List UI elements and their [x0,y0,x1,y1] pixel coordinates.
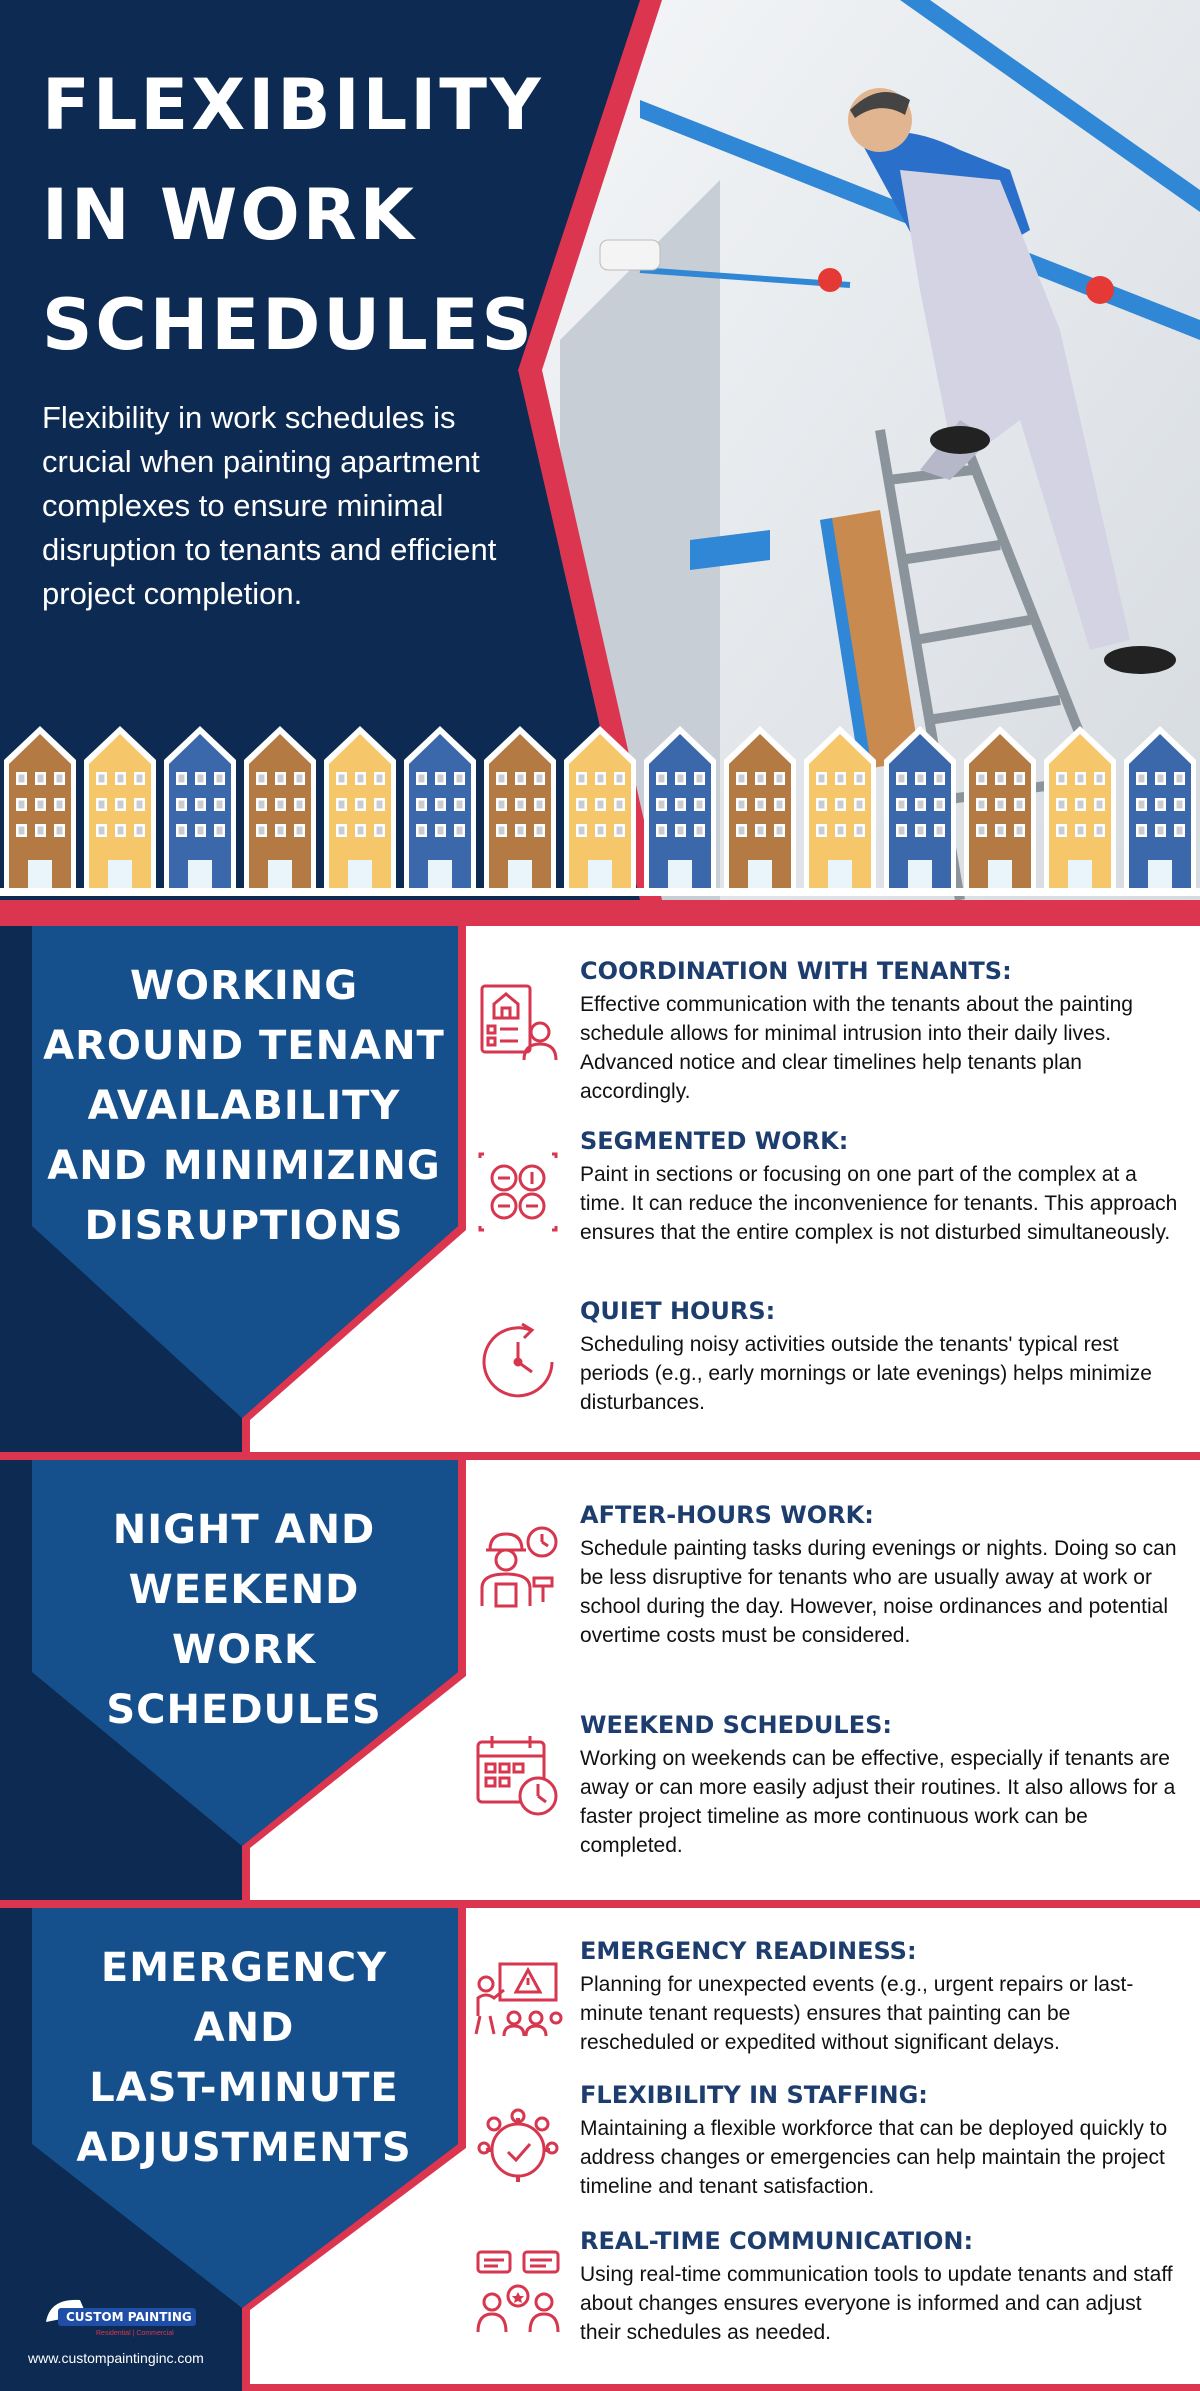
section-title-line: WORK [172,1627,316,1673]
house [564,726,636,896]
hero-title [42,50,562,380]
item-heading: SEGMENTED WORK: [580,1127,849,1155]
item-body: Planning for unexpected events (e.g., urgent repairs or last-minute tenant requests) ensures that painting can be rescheduled or expedited without significant delays. [580,1973,1134,2054]
logo-subtext: Residential | Commercial [96,2330,174,2337]
info-item [470,956,1170,1106]
apartment-houses-illustration [0,720,1200,896]
item-body: Schedule painting tasks during evenings or nights. Doing so can be less disruptive for tenants who are usually away at work or school during the day. However, noise ordinances and potential overtime costs must be considered. [580,1537,1177,1647]
section-title-line: NIGHT AND [112,1507,376,1553]
info-item [470,1296,1170,1426]
section-title-line: ADJUSTMENTS [76,2125,412,2171]
segment-grid-icon [470,1144,566,1240]
hero-description: Flexibility in work schedules is crucial when painting apartment complexes to ensure minimal disruption to tenants and efficient project completion. [42,400,497,611]
section-title-line: EMERGENCY [100,1945,388,1991]
section-tenant-availability [0,926,1200,1452]
worker-clock-icon [470,1518,566,1614]
section-title [40,956,448,1256]
house [644,726,716,896]
section-title-line: AROUND TENANT [43,1023,445,1069]
house [724,726,796,896]
house [324,726,396,896]
house [4,726,76,896]
item-body: Scheduling noisy activities outside the tenants' typical rest periods (e.g., early mornings or late evenings) helps minimize disturbances. [580,1333,1152,1414]
item-body: Using real-time communication tools to update tenants and staff about changes ensures everyone is informed and can adjust their schedules as needed. [580,2263,1173,2344]
section-title-line: WEEKEND [128,1567,360,1613]
website-url[interactable]: www.custompaintinginc.com [28,2350,204,2366]
section-night-weekend [0,1460,1200,1900]
logo-text: CUSTOM PAINTING [66,2310,192,2324]
clock-icon [470,1314,566,1410]
house [404,726,476,896]
item-heading: WEEKEND SCHEDULES: [580,1711,892,1739]
red-divider [0,1900,1200,1908]
tenant-document-icon [470,974,566,1070]
section-title-line: AND MINIMIZING [47,1143,441,1189]
house [484,726,556,896]
chat-people-icon [470,2244,566,2340]
team-gear-icon [470,2098,566,2194]
info-item [470,1500,1177,1680]
info-item [470,1936,1170,2066]
house [1044,726,1116,896]
red-divider [0,900,1200,926]
item-body: Effective communication with the tenants about the painting schedule allows for minimal intrusion into their daily lives. Advanced notice and clear timelines help tenants plan accordingly. [580,993,1133,1103]
item-body: Maintaining a flexible workforce that can be deployed quickly to address changes or emergencies can help maintain the project timeline and tenant satisfaction. [580,2117,1168,2198]
item-heading: FLEXIBILITY IN STAFFING: [580,2081,928,2109]
hero-title-line: SCHEDULES [42,284,535,366]
item-body: Paint in sections or focusing on one part of the complex at a time. It can reduce the inconvenience for tenants. This approach ensures that the entire complex is not disturbed simultaneously. [580,1163,1178,1244]
section-title-line: DISRUPTIONS [84,1203,404,1249]
street-line [0,888,1200,896]
house [884,726,956,896]
section-title-line: WORKING [129,963,359,1009]
info-item [470,1126,1178,1286]
house [244,726,316,896]
item-heading: QUIET HOURS: [580,1297,776,1325]
house [84,726,156,896]
info-item [470,2226,1173,2356]
section-title [40,1500,448,1740]
section-title-line: AND [193,2005,295,2051]
custom-painting-logo [40,2292,200,2338]
red-divider [0,1452,1200,1460]
info-item [470,2080,1170,2210]
house [1124,726,1196,896]
item-heading: COORDINATION WITH TENANTS: [580,957,1012,985]
house [964,726,1036,896]
calendar-clock-icon [470,1728,566,1824]
hero-title-line: FLEXIBILITY [42,64,544,146]
hero-section [0,0,1200,900]
section-title-line: AVAILABILITY [87,1083,401,1129]
info-item [470,1710,1176,1870]
item-heading: EMERGENCY READINESS: [580,1937,917,1965]
house [164,726,236,896]
presentation-alert-icon [470,1954,566,2050]
section-title-line: SCHEDULES [106,1687,382,1733]
section-title [40,1938,448,2178]
item-heading: REAL-TIME COMMUNICATION: [580,2227,974,2255]
item-body: Working on weekends can be effective, especially if tenants are away or can more easily adjust their routines. It also allows for a faster project timeline as more continuous work can be completed. [580,1747,1176,1857]
item-heading: AFTER-HOURS WORK: [580,1501,874,1529]
hero-title-line: IN WORK [42,174,417,256]
house [804,726,876,896]
section-title-line: LAST-MINUTE [89,2065,399,2111]
